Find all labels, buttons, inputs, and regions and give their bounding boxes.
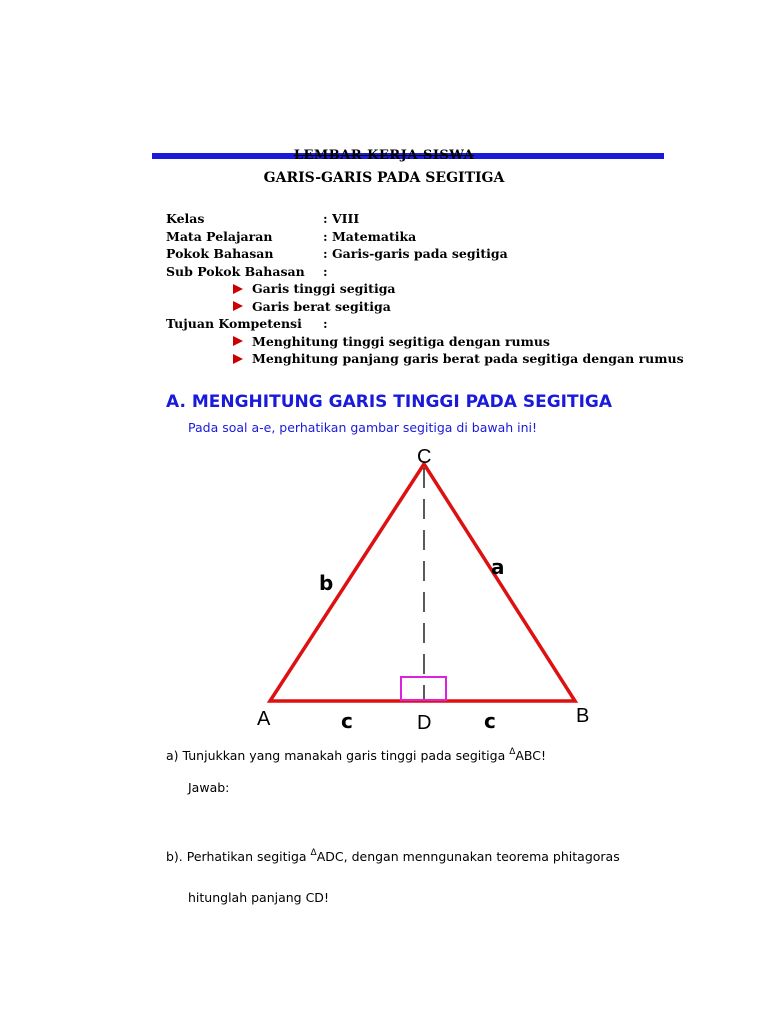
tujuan-item-label: Menghitung tinggi segitiga dengan rumus [252,333,550,349]
pokok-value: : Garis-garis pada segitiga [323,246,508,261]
worksheet-title: LEMBAR KERJA SISWA [293,148,475,163]
side-label-c-right: c [484,709,496,733]
vertex-label-b: B [576,705,590,727]
question-b-text-2: ADC, dengan menngunakan teorema phitagoras [316,849,620,864]
tujuan-value: : [323,316,328,331]
question-a-triangle: ABC! [515,748,547,763]
side-label-b: b [319,571,334,595]
triangle-symbol-icon: Δ [310,848,317,858]
section-title: A. MENGHITUNG GARIS TINGGI PADA SEGITIGA [166,392,613,412]
triangle-symbol-icon: Δ [509,747,516,757]
kelas-label: Kelas [166,211,205,226]
question-a-text: a) Tunjukkan yang manakah garis tinggi pada segitiga [166,748,510,763]
sub-label: Sub Pokok Bahasan [166,263,305,279]
vertex-label-a: A [257,708,271,730]
triangle-abc [270,464,575,701]
sub-item-label: Garis tinggi segitiga [252,281,396,296]
mapel-label: Mata Pelajaran [166,228,273,244]
question-b [166,849,620,864]
mapel-value: : Matematika [323,228,417,244]
vertex-label-d: D [417,712,432,734]
side-label-c-left: c [341,709,353,733]
side-label-a: a [491,555,505,579]
kelas-value: : VIII [323,211,360,226]
tujuan-label: Tujuan Kompetensi [166,316,302,331]
worksheet-subtitle: GARIS-GARIS PADA SEGITIGA [263,170,505,186]
question-a [166,748,546,763]
pokok-label: Pokok Bahasan [166,246,274,261]
sub-item-label: Garis berat segitiga [252,298,391,314]
question-b-text: b). Perhatikan segitiga [166,849,311,864]
vertex-label-c: C [417,446,432,468]
section-instruction: Pada soal a-e, perhatikan gambar segitiga di bawah ini! [188,420,538,435]
tujuan-item-label: Menghitung panjang garis berat pada segitiga dengan rumus [252,351,684,366]
question-b-line2: hitunglah panjang CD! [188,890,329,905]
sub-value: : [323,263,328,279]
answer-label: Jawab: [188,780,230,795]
